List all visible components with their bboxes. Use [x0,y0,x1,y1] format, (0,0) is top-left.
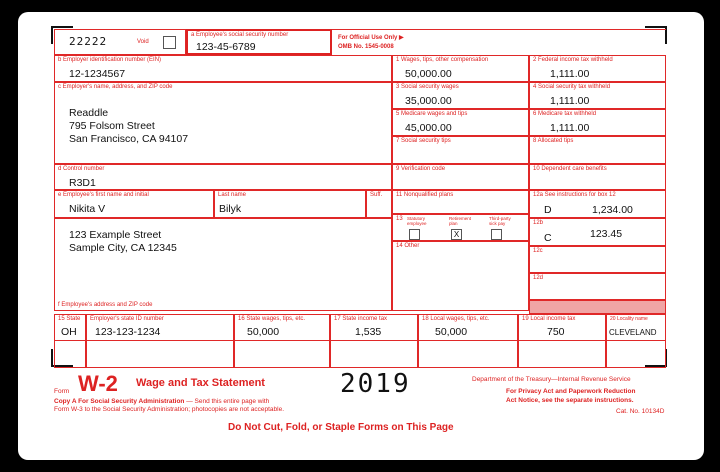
box-9-label: 9 Verification code [396,166,446,172]
box-7[interactable] [392,136,529,164]
box-5[interactable] [392,109,529,136]
privacy-line-1: For Privacy Act and Paperwork Reduction [506,388,636,395]
box-19-value: 750 [547,326,565,338]
box-d-value: R3D1 [69,177,96,189]
box-2-value: 1,111.00 [550,68,590,80]
form-name: W-2 [78,371,118,396]
box-d-control[interactable] [54,164,392,190]
box-18[interactable] [418,314,518,368]
box-12a-value: 1,234.00 [592,204,633,216]
box-6-value: 1,111.00 [550,122,590,134]
box-1-value: 50,000.00 [405,68,452,80]
omb-number: OMB No. 1545-0008 [338,44,394,50]
cat-number: Cat. No. 10134D [616,408,665,415]
retirement-label: Retirement plan [449,216,472,226]
box-12a-label: 12a See instructions for box 12 [533,192,616,198]
box-19-label: 19 Local income tax [522,316,576,322]
statutory-checkbox[interactable] [409,229,420,240]
box-e-first-name[interactable] [54,190,214,218]
w2-form [54,29,666,368]
void-checkbox[interactable] [163,36,176,49]
box-9[interactable] [392,164,529,190]
box-12b-value: 123.45 [590,228,623,240]
box-7-label: 7 Social security tips [396,138,451,144]
box-10-label: 10 Dependent care benefits [533,166,607,172]
box-b-ein[interactable] [54,55,392,82]
box-e-suffix[interactable] [366,190,392,218]
copy-a-send: — Send this entire page with [184,398,270,405]
box-14-label: 14 Other [396,243,420,249]
box-11[interactable] [392,190,529,214]
box-13 [392,214,529,241]
box-17[interactable] [330,314,418,368]
statutory-label: Statutory employee [407,216,427,226]
copy-a-line [54,398,269,406]
employee-city: Sample City, CA 12345 [69,242,177,254]
box-15-value: OH [61,326,77,338]
employer-name: Readdle [69,107,109,119]
box-11-label: 11 Nonqualified plans [396,192,454,198]
box-12c-label: 12c [533,248,543,254]
box-13-label: 13 [396,216,403,222]
box-8[interactable] [529,136,666,164]
box-a-value: 123-45-6789 [196,41,256,53]
box-18-label: 18 Local wages, tips, etc. [422,316,490,322]
box-15-state-id[interactable] [86,314,234,368]
box-f-employee-address[interactable] [54,218,392,311]
box-14[interactable] [392,241,529,311]
box-f-label: f Employee's address and ZIP code [58,302,153,308]
box-3-value: 35,000.00 [405,95,452,107]
box-12a-code: D [544,204,552,216]
box-18-value: 50,000 [435,326,468,338]
box-12b-code: C [544,232,552,244]
box-b-value: 12-1234567 [69,68,126,80]
box-16-value: 50,000 [247,326,280,338]
box-e-label: e Employee's first name and initial [58,192,149,198]
box-10[interactable] [529,164,666,190]
box-15-label: 15 State [58,316,81,322]
employer-street: 795 Folsom Street [69,120,155,132]
box-a-label: a Employee's social security number [191,32,289,38]
privacy-line-2: Act Notice, see the separate instructions. [506,397,634,404]
box-5-value: 45,000.00 [405,122,452,134]
state-id-value: 123-123-1234 [95,326,161,338]
void-label: Void [137,39,149,45]
box-2[interactable] [529,55,666,82]
box-c-label: c Employer's name, address, and ZIP code [58,84,173,90]
box-17-value: 1,535 [355,326,382,338]
box-17-label: 17 State income tax [334,316,388,322]
dept-treasury: Department of the Treasury—Internal Revenue Service [472,376,631,383]
box-12b-label: 12b [533,220,544,226]
box-12d-label: 12d [533,275,544,281]
employer-city: San Francisco, CA 94107 [69,133,189,145]
form-title: Wage and Tax Statement [136,377,265,389]
box-c-employer[interactable] [54,82,392,164]
box-2-label: 2 Federal income tax withheld [533,57,613,63]
form-word: Form [54,388,70,395]
do-not-cut: Do Not Cut, Fold, or Staple Forms on This Page [228,422,454,433]
box-1[interactable] [392,55,529,82]
box-a-ssn[interactable] [186,29,332,55]
retirement-checkbox[interactable]: X [451,229,462,240]
box-4[interactable] [529,82,666,109]
box-d-label: d Control number [58,166,105,172]
official-use-cell [332,29,666,55]
form-year: 2019 [340,369,411,399]
employee-last-name: Bilyk [219,203,242,215]
box-12a[interactable] [529,190,666,218]
box-6[interactable] [529,109,666,136]
control-code: 22222 [69,35,108,48]
box-16-label: 16 State wages, tips, etc. [238,316,306,322]
third-party-label: Third-party sick pay [489,216,511,226]
last-name-label: Last name [218,192,247,198]
box-3-label: 3 Social security wages [396,84,459,90]
state-row-divider [54,340,666,341]
box-8-label: 8 Allocated tips [533,138,574,144]
box-3[interactable] [392,82,529,109]
state-id-label: Employer's state ID number [90,316,164,322]
box-16[interactable] [234,314,330,368]
box-12-shaded-band [529,300,666,314]
box-1-label: 1 Wages, tips, other compensation [396,57,489,63]
form-w3-line: Form W-3 to the Social Security Administration; photocopies are not acceptable. [54,406,285,413]
employee-first-name: Nikita V [69,203,106,215]
box-e-last-name[interactable] [214,190,366,218]
suffix-label: Suff. [370,192,383,198]
control-code-cell [54,29,186,55]
box-5-label: 5 Medicare wages and tips [396,111,468,117]
third-party-checkbox[interactable] [491,229,502,240]
box-12c[interactable] [529,246,666,273]
box-20-value: CLEVELAND [609,328,657,337]
employee-street: 123 Example Street [69,229,162,241]
copy-a-label: Copy A For Social Security Administration [54,398,185,405]
box-4-value: 1,111.00 [550,95,590,107]
box-20-label: 20 Locality name [610,316,648,322]
box-12d[interactable] [529,273,666,300]
box-6-label: 6 Medicare tax withheld [533,111,597,117]
box-19[interactable] [518,314,606,368]
box-15-state[interactable] [54,314,86,368]
box-4-label: 4 Social security tax withheld [533,84,611,90]
box-12b[interactable] [529,218,666,246]
official-use-label: For Official Use Only ▶ [338,35,404,41]
box-b-label: b Employer identification number (EIN) [58,57,162,63]
box-20[interactable] [606,314,666,368]
